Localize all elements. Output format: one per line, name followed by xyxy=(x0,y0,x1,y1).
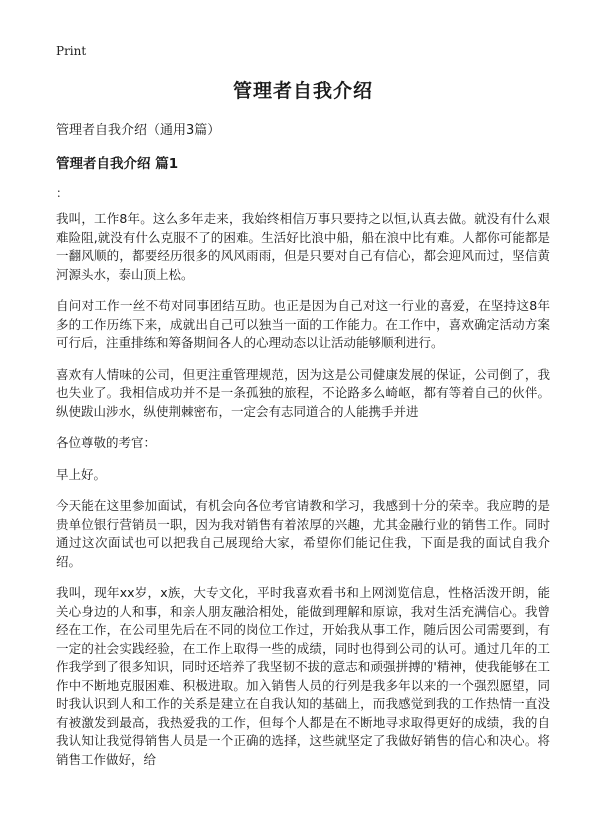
paragraph-morning: 早上好。 xyxy=(56,466,107,482)
section-heading: 管理者自我介绍 篇1 xyxy=(56,156,179,172)
paragraph-2: 自问对工作一丝不苟对同事团结互助。也正是因为自己对这一行业的喜爱，在坚持这8年多的工作历练下来，成就出自己可以独当一面的工作能力。在工作中，喜欢确定活动方案可行后，注重排练和筹备期间各人的心理动态以让活动能够顺利进行。 xyxy=(56,298,550,350)
print-label: Print xyxy=(56,44,87,58)
paragraph-5: 我叫，现年xx岁，x族，大专文化，平时我喜欢看书和上网浏览信息，性格活泼开朗，能关心身边的人和事，和亲人朋友融洽相处，能做到理解和原谅，我对生活充满信心。我曾经在工作，在公司里先后在不同的岗位工作过，开始我从事工作，随后因公司需要到，有一定的社会实践经验，在工作上取得一些的成绩，同时也得到公司的认可。通过几年的工作我学到了很多知识，同时还培养了我坚韧不拔的意志和顽强拼搏的'精神，使我能够在工作中不断地克服困难、积极进取。加入销售人员的行列是我多年以来的一个强烈愿望，同时我认识到人和工作的关系是建立在自我认知的基础上，而我感觉到我的工作热情一直没有被激发到最高，我热爱我的工作，但每个人都是在不断地寻求取得更好的成绩，我的自我认知让我觉得销售人员是一个正确的选择，这些就坚定了我做好销售的信心和决心。将销售工作做好，给 xyxy=(56,585,550,767)
separator-mark: ： xyxy=(56,186,69,200)
document-title: 管理者自我介绍 xyxy=(232,80,373,102)
paragraph-4: 今天能在这里参加面试，有机会向各位考官请教和学习，我感到十分的荣幸。我应聘的是贵单位银行营销员一职，因为我对销售有着浓厚的兴趣，尤其金融行业的销售工作。同时通过这次面试也可以把我自己展现给大家，希望你们能记住我，下面是我的面试自我介绍。 xyxy=(56,498,550,569)
document-subtitle: 管理者自我介绍（通用3篇） xyxy=(56,123,221,138)
paragraph-3: 喜欢有人情味的公司，但更注重管理规范，因为这是公司健康发展的保证，公司倒了，我也失业了。我相信成功并不是一条孤独的旅程，不论路多么崎岖，都有等着自己的伙伴。纵使跋山涉水，纵使荆棘密布，一定会有志同道合的人能携手并进 xyxy=(56,366,550,419)
paragraph-greeting: 各位尊敬的考官： xyxy=(56,435,157,450)
paragraph-1: 我叫，工作8年。这么多年走来，我始终相信万事只要持之以恒,认真去做。就没有什么艰难险阻,就没有什么克服不了的困难。生活好比浪中船，船在浪中比有难。人都你可能都是一翻风顺的，都要经历很多的风风雨雨，但是只要对自己有信心，都会迎风而过，坚信黄河源头水，泰山顶上松。 xyxy=(56,211,550,282)
document-page xyxy=(56,44,550,782)
